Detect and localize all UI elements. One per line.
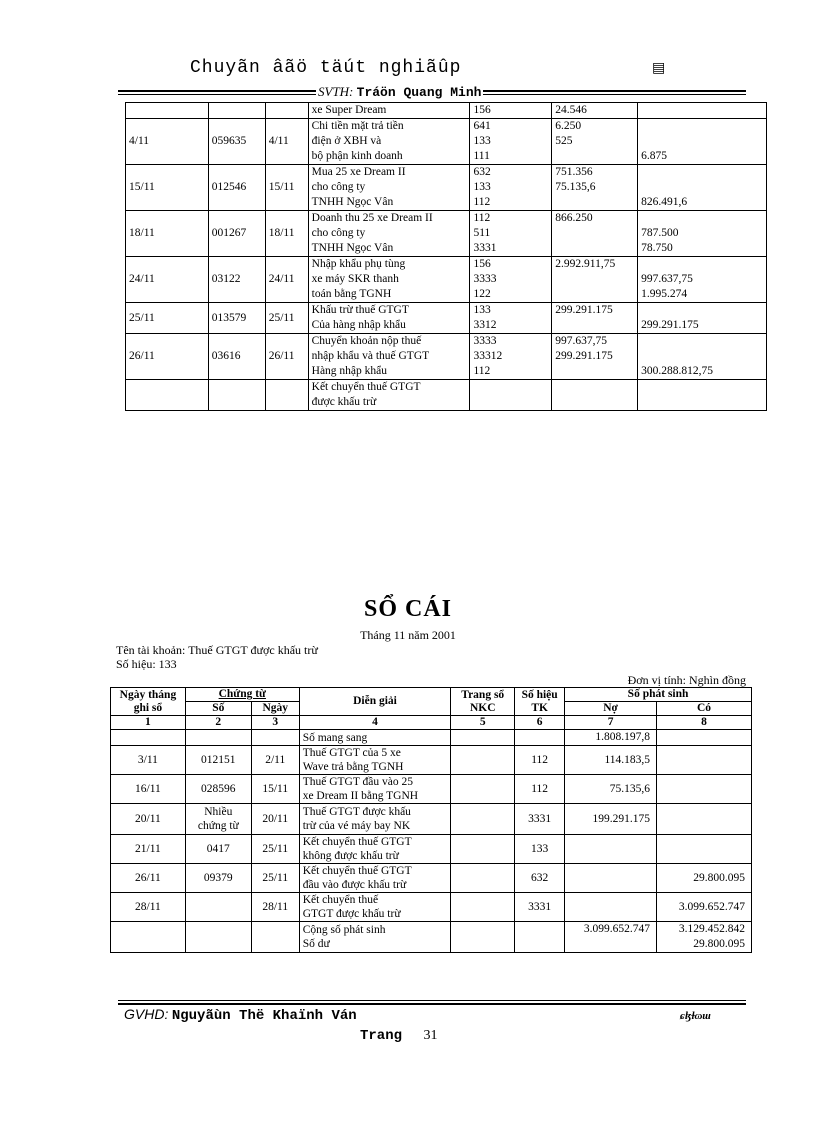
ledger-account: 632 — [515, 864, 565, 893]
totals-debit: 3.099.652.747 — [583, 923, 651, 935]
ledger-credit — [657, 804, 752, 835]
journal-desc-line: cho công ty — [311, 227, 366, 239]
journal-credit-line — [641, 165, 763, 180]
journal-credit — [638, 257, 767, 303]
ledger-desc — [299, 775, 451, 804]
journal-credit — [638, 303, 767, 334]
ledger-debit — [565, 835, 657, 864]
journal-row — [126, 303, 767, 334]
col-number: 1 — [111, 716, 186, 730]
journal-debit-line: 751.356 — [555, 166, 593, 178]
journal-debit-line — [555, 380, 634, 395]
balance-label: Số dư — [302, 938, 330, 950]
col-number: 6 — [515, 716, 565, 730]
ledger-credit — [657, 775, 752, 804]
ledger-debit — [565, 893, 657, 922]
journal-account-line: 112 — [473, 212, 491, 224]
journal-voucher-no: 03616 — [208, 334, 265, 380]
journal-table — [125, 102, 767, 411]
ledger-voucher-no: 012151 — [185, 746, 251, 775]
ledger-desc — [299, 746, 451, 775]
journal-debit-line — [555, 318, 634, 333]
journal-date — [126, 380, 209, 411]
journal-desc — [308, 103, 470, 119]
journal-credit-line: 6.875 — [641, 150, 668, 162]
journal-debit — [552, 119, 638, 165]
journal-desc-line: Doanh thu 25 xe Dream II — [311, 212, 433, 224]
ledger-row — [111, 864, 752, 893]
ledger-debit — [565, 864, 657, 893]
journal-desc-line: nhập khẩu và thuế GTGT — [311, 350, 430, 362]
col-number: 7 — [565, 716, 657, 730]
page-label: Trang — [360, 1028, 403, 1044]
journal-row — [126, 257, 767, 303]
totals-row — [111, 922, 752, 953]
ledger-desc — [299, 804, 451, 835]
journal-account-line: 133 — [473, 304, 491, 316]
ledger-voucher-no — [185, 893, 251, 922]
ledger-desc-line: trừ của vé máy bay NK — [302, 820, 411, 832]
journal-account — [470, 334, 552, 380]
journal-desc-line: TNHH Ngọc Vân — [311, 196, 394, 208]
ledger-page — [451, 775, 515, 804]
journal-desc-line: Khấu trừ thuế GTGT — [311, 304, 409, 316]
journal-account — [470, 119, 552, 165]
ledger-page — [451, 835, 515, 864]
journal-debit — [552, 257, 638, 303]
journal-debit — [552, 103, 638, 119]
journal-account-line: 122 — [473, 288, 491, 300]
journal-account-line — [473, 380, 548, 395]
journal-account-line: 632 — [473, 166, 491, 178]
journal-credit-line: 997.637,75 — [641, 273, 693, 285]
ledger-desc-line: không được khấu trừ — [302, 850, 399, 862]
ledger-desc-line: đầu vào được khấu trừ — [302, 879, 407, 891]
journal-debit — [552, 303, 638, 334]
journal-debit-line — [555, 226, 634, 241]
journal-desc-line: toán bằng TGNH — [311, 288, 392, 300]
ledger-credit — [657, 746, 752, 775]
journal-credit — [638, 334, 767, 380]
account-name: Tên tài khoản: Thuế GTGT được khấu trừ — [116, 643, 318, 657]
ledger-date: 28/11 — [111, 893, 186, 922]
journal-account-line: 33312 — [473, 350, 503, 362]
journal-debit-line — [555, 195, 634, 210]
ledger-voucher-date: 25/11 — [251, 864, 299, 893]
journal-credit-line: 787.500 — [641, 227, 679, 239]
ledger-desc-line: Kết chuyển thuế GTGT — [302, 865, 412, 877]
journal-credit-line — [641, 180, 763, 195]
journal-account-line: 3333 — [473, 335, 497, 347]
journal-credit-line — [641, 334, 763, 349]
journal-desc-line: Chi tiền mặt trả tiền — [311, 120, 404, 132]
journal-account-line: 3333 — [473, 273, 497, 285]
journal-debit — [552, 165, 638, 211]
col-desc-header: Diễn giải — [299, 688, 451, 716]
ledger-row — [111, 775, 752, 804]
ledger-voucher-no: 09379 — [185, 864, 251, 893]
ledger-row — [111, 746, 752, 775]
journal-account — [470, 303, 552, 334]
ledger-account: 3331 — [515, 804, 565, 835]
journal-debit-line — [555, 272, 634, 287]
journal-row — [126, 334, 767, 380]
journal-voucher-date: 26/11 — [265, 334, 308, 380]
ledger-subtitle: Tháng 11 năm 2001 — [360, 628, 456, 642]
col-acc-header: Số hiệu TK — [515, 688, 565, 716]
ledger-desc — [299, 835, 451, 864]
author-label: SVTH: — [318, 84, 354, 99]
journal-voucher-no — [208, 380, 265, 411]
journal-credit — [638, 380, 767, 411]
col-page-header: Trang sổ NKC — [451, 688, 515, 716]
col-number: 5 — [451, 716, 515, 730]
supervisor-line — [124, 1006, 357, 1024]
journal-account-line: 156 — [473, 258, 491, 270]
ledger-desc-line: Kết chuyển thuế GTGT — [302, 836, 412, 848]
ledger-voucher-no: Nhiều chứng từ — [185, 804, 251, 835]
journal-account-line: 133 — [473, 181, 491, 193]
journal-voucher-no: 013579 — [208, 303, 265, 334]
ledger-credit: 29.800.095 — [657, 864, 752, 893]
ledger-page — [451, 746, 515, 775]
journal-desc-line: cho công ty — [311, 181, 366, 193]
supervisor-name: Nguyãùn Thë Khaïnh Ván — [171, 1008, 357, 1024]
book-icon: ▤ — [652, 61, 666, 76]
journal-credit-line — [641, 303, 763, 318]
journal-desc-line: TNHH Ngọc Vân — [311, 242, 394, 254]
footer-rule — [118, 1003, 746, 1005]
ledger-account: 112 — [515, 775, 565, 804]
journal-account-line: 112 — [473, 365, 491, 377]
page-number: 31 — [423, 1028, 438, 1043]
col-number: 8 — [657, 716, 752, 730]
journal-desc-line: Mua 25 xe Dream II — [311, 166, 406, 178]
ledger-date: 16/11 — [111, 775, 186, 804]
ledger-voucher-date: 25/11 — [251, 835, 299, 864]
journal-credit-line: 1.995.274 — [641, 288, 688, 300]
document-header-title: Chuyãn âãö täút nghiãûp — [190, 58, 462, 78]
ledger-row — [111, 835, 752, 864]
journal-voucher-no: 001267 — [208, 211, 265, 257]
opening-label: Số mang sang — [299, 730, 451, 746]
journal-account-line: 111 — [473, 150, 490, 162]
journal-credit-line — [641, 211, 763, 226]
journal-credit-line — [641, 380, 763, 395]
col-date-header: Ngày tháng ghi sổ — [111, 688, 186, 716]
ledger-desc-line: xe Dream II bằng TGNH — [302, 790, 419, 802]
journal-debit-line: 525 — [555, 135, 573, 147]
journal-desc — [308, 380, 470, 411]
ledger-date: 20/11 — [111, 804, 186, 835]
journal-debit-line: 866.250 — [555, 212, 593, 224]
opening-debit: 1.808.197,8 — [565, 730, 657, 746]
ledger-credit — [657, 835, 752, 864]
col-voucher-header: Chứng từ — [185, 688, 299, 702]
ledger-page — [451, 864, 515, 893]
col-credit-header: Có — [657, 702, 752, 716]
journal-date: 26/11 — [126, 334, 209, 380]
journal-row — [126, 165, 767, 211]
journal-account — [470, 165, 552, 211]
journal-voucher-date: 15/11 — [265, 165, 308, 211]
journal-account — [470, 103, 552, 119]
ledger-title: SỔ CÁI — [363, 596, 453, 622]
journal-credit-line — [641, 119, 763, 134]
ledger-desc — [299, 893, 451, 922]
journal-date: 15/11 — [126, 165, 209, 211]
journal-debit-line — [555, 241, 634, 256]
ledger-voucher-date: 20/11 — [251, 804, 299, 835]
ledger-debit: 199.291.175 — [565, 804, 657, 835]
journal-debit-line: 299.291.175 — [555, 304, 613, 316]
author-name: Tráön Quang Minh — [356, 85, 482, 100]
journal-desc-line: Chuyển khoản nộp thuế — [311, 335, 422, 347]
journal-account — [470, 211, 552, 257]
journal-row — [126, 380, 767, 411]
ledger-date: 21/11 — [111, 835, 186, 864]
journal-row — [126, 211, 767, 257]
ledger-voucher-date: 15/11 — [251, 775, 299, 804]
journal-row — [126, 103, 767, 119]
journal-voucher-date: 18/11 — [265, 211, 308, 257]
journal-credit — [638, 119, 767, 165]
journal-desc-line: Kết chuyển thuế GTGT — [311, 381, 421, 393]
journal-debit — [552, 334, 638, 380]
ledger-desc-line: Thuế GTGT được khấu — [302, 806, 411, 818]
footer-rule-thin — [118, 1000, 746, 1001]
journal-account-line: 133 — [473, 135, 491, 147]
journal-credit-line: 826.491,6 — [641, 196, 688, 208]
journal-date: 24/11 — [126, 257, 209, 303]
journal-debit-line — [555, 364, 634, 379]
ledger-account: 3331 — [515, 893, 565, 922]
journal-voucher-no — [208, 103, 265, 119]
ledger-desc-line: Wave trả bằng TGNH — [302, 761, 404, 773]
opening-row — [111, 730, 752, 746]
ledger-desc — [299, 864, 451, 893]
journal-account-line: 511 — [473, 227, 491, 239]
journal-account — [470, 257, 552, 303]
journal-credit-line: 299.291.175 — [641, 319, 699, 331]
ledger-row — [111, 893, 752, 922]
journal-row — [126, 119, 767, 165]
unit-label: Đơn vị tính: Nghìn đồng — [627, 673, 746, 687]
balance-credit: 29.800.095 — [693, 938, 745, 950]
ledger-voucher-no: 028596 — [185, 775, 251, 804]
col-voucher-date-header: Ngày — [251, 702, 299, 716]
col-number: 4 — [299, 716, 451, 730]
journal-desc-line: xe máy SKR thanh — [311, 273, 399, 285]
totals-credit: 3.129.452.842 — [678, 923, 745, 935]
ledger-table — [110, 687, 752, 953]
ledger-credit: 3.099.652.747 — [657, 893, 752, 922]
ledger-voucher-date: 28/11 — [251, 893, 299, 922]
footer-mark: ɕɮɫɷɯ — [680, 1010, 711, 1022]
journal-credit — [638, 211, 767, 257]
journal-desc-line: điện ở XBH và — [311, 135, 382, 147]
journal-date: 4/11 — [126, 119, 209, 165]
ledger-account: 112 — [515, 746, 565, 775]
journal-debit-line: 2.992.911,75 — [555, 258, 616, 270]
journal-account-line: 112 — [473, 196, 491, 208]
ledger-voucher-date: 2/11 — [251, 746, 299, 775]
col-number: 3 — [251, 716, 299, 730]
ledger-desc-line: Kết chuyển thuế — [302, 894, 379, 906]
journal-credit-line — [641, 103, 763, 118]
supervisor-label: GVHD: — [124, 1006, 169, 1022]
ledger-voucher-no: 0417 — [185, 835, 251, 864]
journal-desc — [308, 257, 470, 303]
page-footer — [360, 1028, 438, 1044]
journal-account-line: 3312 — [473, 319, 497, 331]
journal-desc-line: xe Super Dream — [311, 104, 387, 116]
journal-debit-line: 299.291.175 — [555, 350, 613, 362]
journal-date — [126, 103, 209, 119]
journal-voucher-no: 03122 — [208, 257, 265, 303]
journal-account-line: 156 — [473, 104, 491, 116]
journal-desc-line: Nhập khẩu phụ tùng — [311, 258, 406, 270]
journal-desc — [308, 303, 470, 334]
journal-date: 25/11 — [126, 303, 209, 334]
journal-account-line: 3331 — [473, 242, 497, 254]
journal-voucher-date: 24/11 — [265, 257, 308, 303]
ledger-desc-line: GTGT được khấu trừ — [302, 908, 401, 920]
journal-debit-line — [555, 287, 634, 302]
author-line — [316, 84, 483, 100]
journal-credit-line — [641, 134, 763, 149]
journal-credit — [638, 165, 767, 211]
ledger-page — [451, 804, 515, 835]
journal-desc-line: Của hàng nhập khẩu — [311, 319, 406, 331]
journal-debit-line: 6.250 — [555, 120, 582, 132]
journal-voucher-date: 4/11 — [265, 119, 308, 165]
ledger-account: 133 — [515, 835, 565, 864]
ledger-debit: 75.135,6 — [565, 775, 657, 804]
journal-desc — [308, 165, 470, 211]
journal-voucher-no: 012546 — [208, 165, 265, 211]
account-code: Số hiệu: 133 — [116, 657, 177, 671]
journal-debit-line: 75.135,6 — [555, 181, 596, 193]
journal-credit-line: 300.288.812,75 — [641, 365, 714, 377]
journal-date: 18/11 — [126, 211, 209, 257]
journal-voucher-date — [265, 380, 308, 411]
journal-voucher-date: 25/11 — [265, 303, 308, 334]
journal-voucher-no: 059635 — [208, 119, 265, 165]
ledger-desc-line: Thuế GTGT của 5 xe — [302, 747, 401, 759]
journal-voucher-date — [265, 103, 308, 119]
journal-credit-line — [641, 349, 763, 364]
journal-desc — [308, 119, 470, 165]
ledger-date: 26/11 — [111, 864, 186, 893]
journal-desc — [308, 334, 470, 380]
journal-debit — [552, 380, 638, 411]
journal-debit-line: 997.637,75 — [555, 335, 608, 347]
journal-account-line: 641 — [473, 120, 491, 132]
ledger-desc-line: Thuế GTGT đầu vào 25 — [302, 776, 413, 788]
journal-debit-line — [555, 149, 634, 164]
journal-debit — [552, 211, 638, 257]
totals-label: Cộng số phát sinh — [302, 924, 386, 936]
journal-credit-line: 78.750 — [641, 242, 673, 254]
journal-credit — [638, 103, 767, 119]
ledger-debit: 114.183,5 — [565, 746, 657, 775]
col-debit-header: Nợ — [565, 702, 657, 716]
col-voucher-no-header: Số — [185, 702, 251, 716]
ledger-row — [111, 804, 752, 835]
journal-desc-line: được khấu trừ — [311, 396, 377, 408]
ledger-page — [451, 893, 515, 922]
journal-desc — [308, 211, 470, 257]
ledger-date: 3/11 — [111, 746, 186, 775]
col-number: 2 — [185, 716, 251, 730]
journal-debit-line: 24.546 — [555, 104, 587, 116]
journal-desc-line: bộ phận kinh doanh — [311, 150, 403, 162]
col-arising-header: Số phát sinh — [565, 688, 752, 702]
journal-desc-line: Hàng nhập khẩu — [311, 365, 388, 377]
journal-credit-line — [641, 257, 763, 272]
journal-account — [470, 380, 552, 411]
